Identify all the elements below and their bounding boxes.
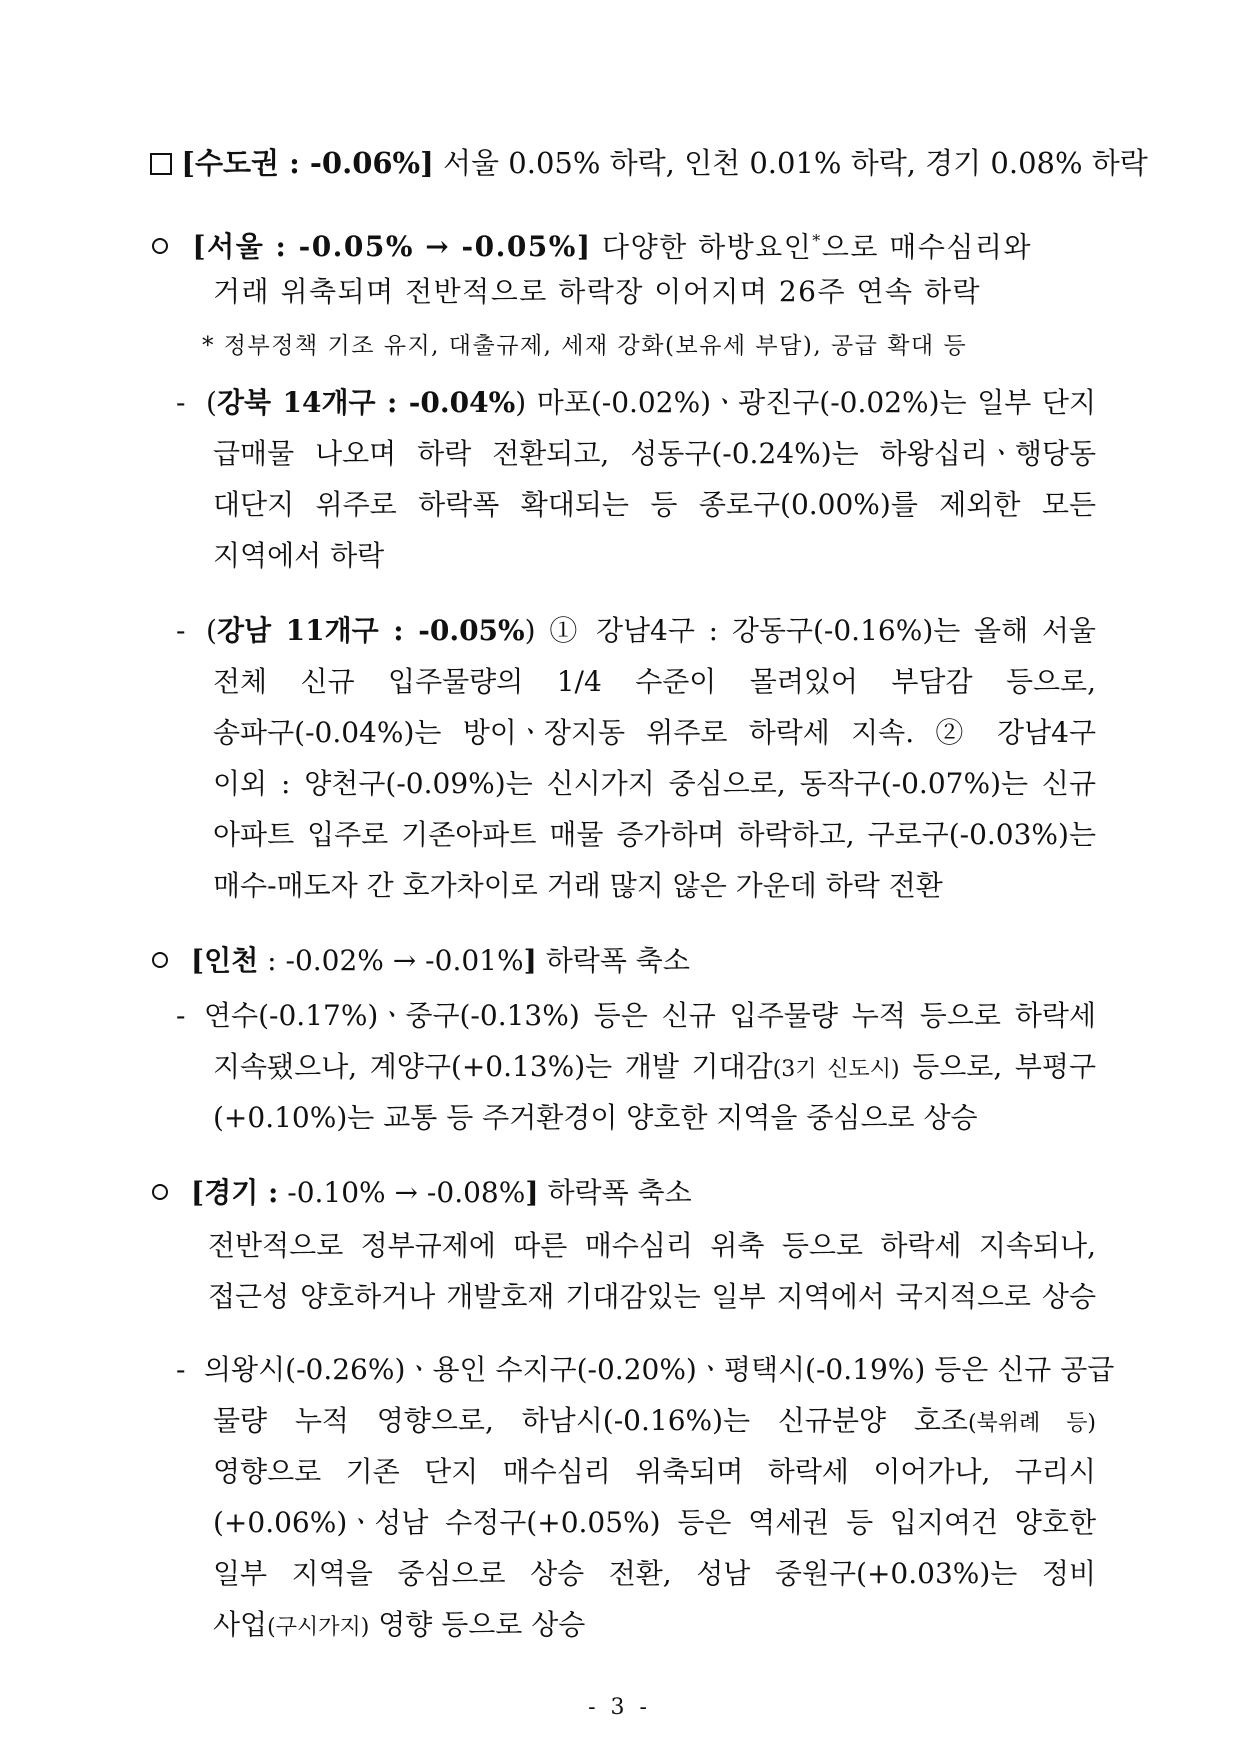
section-summary: 서울 0.05% 하락, 인천 0.01% 하락, 경기 0.08% 하락: [433, 146, 1148, 180]
incheon-heading: [152, 935, 690, 986]
gyeonggi-tail: 하락폭 축소: [538, 1176, 692, 1209]
circle-bullet-icon: [152, 238, 168, 254]
gyeonggi-line2: [213, 1395, 1096, 1449]
gangbuk-paren-close: ): [515, 386, 527, 419]
page-number: - 3 -: [588, 1695, 651, 1720]
gyeonggi-para-line2: 접근성 양호하거나 개발호재 기대감있는 일부 지역에서 국지적으로 상승: [208, 1280, 1096, 1313]
gangbuk-line2: 급매물 나오며 하락 전환되고, 성동구(-0.24%)는 하왕십리ㆍ행당동: [213, 437, 1096, 470]
gangbuk-line1: [206, 377, 1096, 428]
seoul-title: [서울 : -0.05% → -0.05%]: [192, 230, 592, 264]
incheon-line3: (+0.10%)는 교통 등 주거환경이 양호한 지역을 중심으로 상승: [213, 1101, 978, 1134]
incheon-line2-text-b: 등으로, 부평구: [899, 1050, 1096, 1083]
circle-bullet-icon: [152, 952, 168, 968]
incheon-bracket-open: [: [190, 944, 205, 977]
checkbox-square-icon: [150, 153, 172, 175]
gangnam-line6: 매수-매도자 간 호가차이로 거래 많지 않은 가운데 하락 전환: [213, 869, 943, 902]
gangbuk-paren-open: (: [206, 386, 217, 419]
incheon-line1: 연수(-0.17%)ㆍ중구(-0.13%) 등은 신규 입주물량 누적 등으로 하락세: [204, 999, 1096, 1032]
gangbuk-line4: 지역에서 하락: [213, 539, 385, 572]
gyeonggi-title: [경기 :: [190, 1176, 279, 1209]
section-heading: [150, 138, 1148, 189]
circle-bullet-icon: [152, 1184, 168, 1200]
seoul-line1-tail: 으로 매수심리와: [821, 230, 1033, 264]
gyeonggi-line3: 영향으로 기존 단지 매수심리 위축되며 하락세 이어가나, 구리시: [213, 1455, 1096, 1488]
gangbuk-dash: -: [176, 386, 186, 419]
gangnam-line5: 아파트 입주로 기존아파트 매물 증가하며 하락하고, 구로구(-0.03%)는: [213, 818, 1096, 851]
incheon-line2: [213, 1041, 1096, 1095]
gangnam-line4: 이외 : 양천구(-0.09%)는 신시가지 중심으로, 동작구(-0.07%)는 신규: [213, 767, 1096, 800]
gyeonggi-line6-text-b: 영향 등으로 상승: [369, 1608, 586, 1641]
gangnam-title: 강남 11개구 : -0.05%: [216, 614, 525, 647]
gyeonggi-line6-small: (구시가지): [267, 1615, 370, 1640]
gyeonggi-heading: [152, 1167, 692, 1218]
gyeonggi-line2-text: 물량 누적 영향으로, 하남시(-0.16%)는 신규분양 호조: [213, 1404, 968, 1437]
gangnam-paren-close: ): [524, 614, 536, 647]
gangnam-paren-open: (: [206, 614, 217, 647]
gyeonggi-line4: (+0.06%)ㆍ성남 수정구(+0.05%) 등은 역세권 등 입지여건 양호한: [213, 1506, 1096, 1539]
footnote-mark: *: [812, 231, 822, 250]
gangnam-line3: 송파구(-0.04%)는 방이ㆍ장지동 위주로 하락세 지속. ② 강남4구: [213, 716, 1096, 749]
gangnam-line2: 전체 신규 입주물량의 1/4 수준이 몰려있어 부담감 등으로,: [213, 665, 1096, 698]
seoul-heading: [152, 215, 1032, 272]
gyeonggi-line6-text-a: 사업: [213, 1608, 268, 1641]
gyeonggi-line6: [213, 1599, 1096, 1653]
gyeonggi-rate: -0.10% → -0.08%: [278, 1176, 526, 1209]
gangbuk-line1-text: 마포(-0.02%)ㆍ광진구(-0.02%)는 일부 단지: [526, 386, 1096, 419]
seoul-line2: 거래 위축되며 전반적으로 하락장 이어지며 26주 연속 하락: [213, 275, 982, 308]
incheon-dash: -: [176, 999, 186, 1032]
incheon-line2-text-a: 지속됐으나, 계양구(+0.13%)는 개발 기대감: [213, 1050, 773, 1083]
gangnam-dash: -: [176, 614, 186, 647]
incheon-tail: 하락폭 축소: [536, 944, 690, 977]
section-title: [수도권 : -0.06%]: [181, 146, 434, 180]
seoul-footnote: * 정부정책 기조 유지, 대출규제, 세재 강화(보유세 부담), 공급 확대 등: [202, 333, 968, 359]
gangbuk-title: 강북 14개구 : -0.04%: [216, 386, 516, 419]
gyeonggi-dash: -: [176, 1353, 186, 1386]
gyeonggi-line1: 의왕시(-0.26%)ㆍ용인 수지구(-0.20%)ㆍ평택시(-0.19%) 등은 신규 공급: [204, 1353, 1115, 1386]
gyeonggi-bracket-close: ]: [525, 1176, 539, 1209]
gangnam-line1: [206, 605, 1096, 656]
incheon-rate: : -0.02% → -0.01%: [258, 944, 524, 977]
gyeonggi-line2-small: (북위례 등): [967, 1411, 1097, 1436]
incheon-title: 인천: [204, 944, 259, 977]
gangbuk-line3: 대단지 위주로 하락폭 확대되는 등 종로구(0.00%)를 제외한 모든: [213, 488, 1096, 521]
gangnam-line1-text: ① 강남4구 : 강동구(-0.16%)는 올해 서울: [535, 614, 1096, 647]
gyeonggi-line5: 일부 지역을 중심으로 상승 전환, 성남 중원구(+0.03%)는 정비: [213, 1557, 1096, 1590]
seoul-line1-text: 다양한 하방요인: [591, 230, 813, 264]
incheon-line2-small: (3기 신도시): [772, 1057, 900, 1082]
incheon-bracket-close: ]: [523, 944, 537, 977]
gyeonggi-para-line1: 전반적으로 정부규제에 따른 매수심리 위축 등으로 하락세 지속되나,: [208, 1229, 1096, 1262]
